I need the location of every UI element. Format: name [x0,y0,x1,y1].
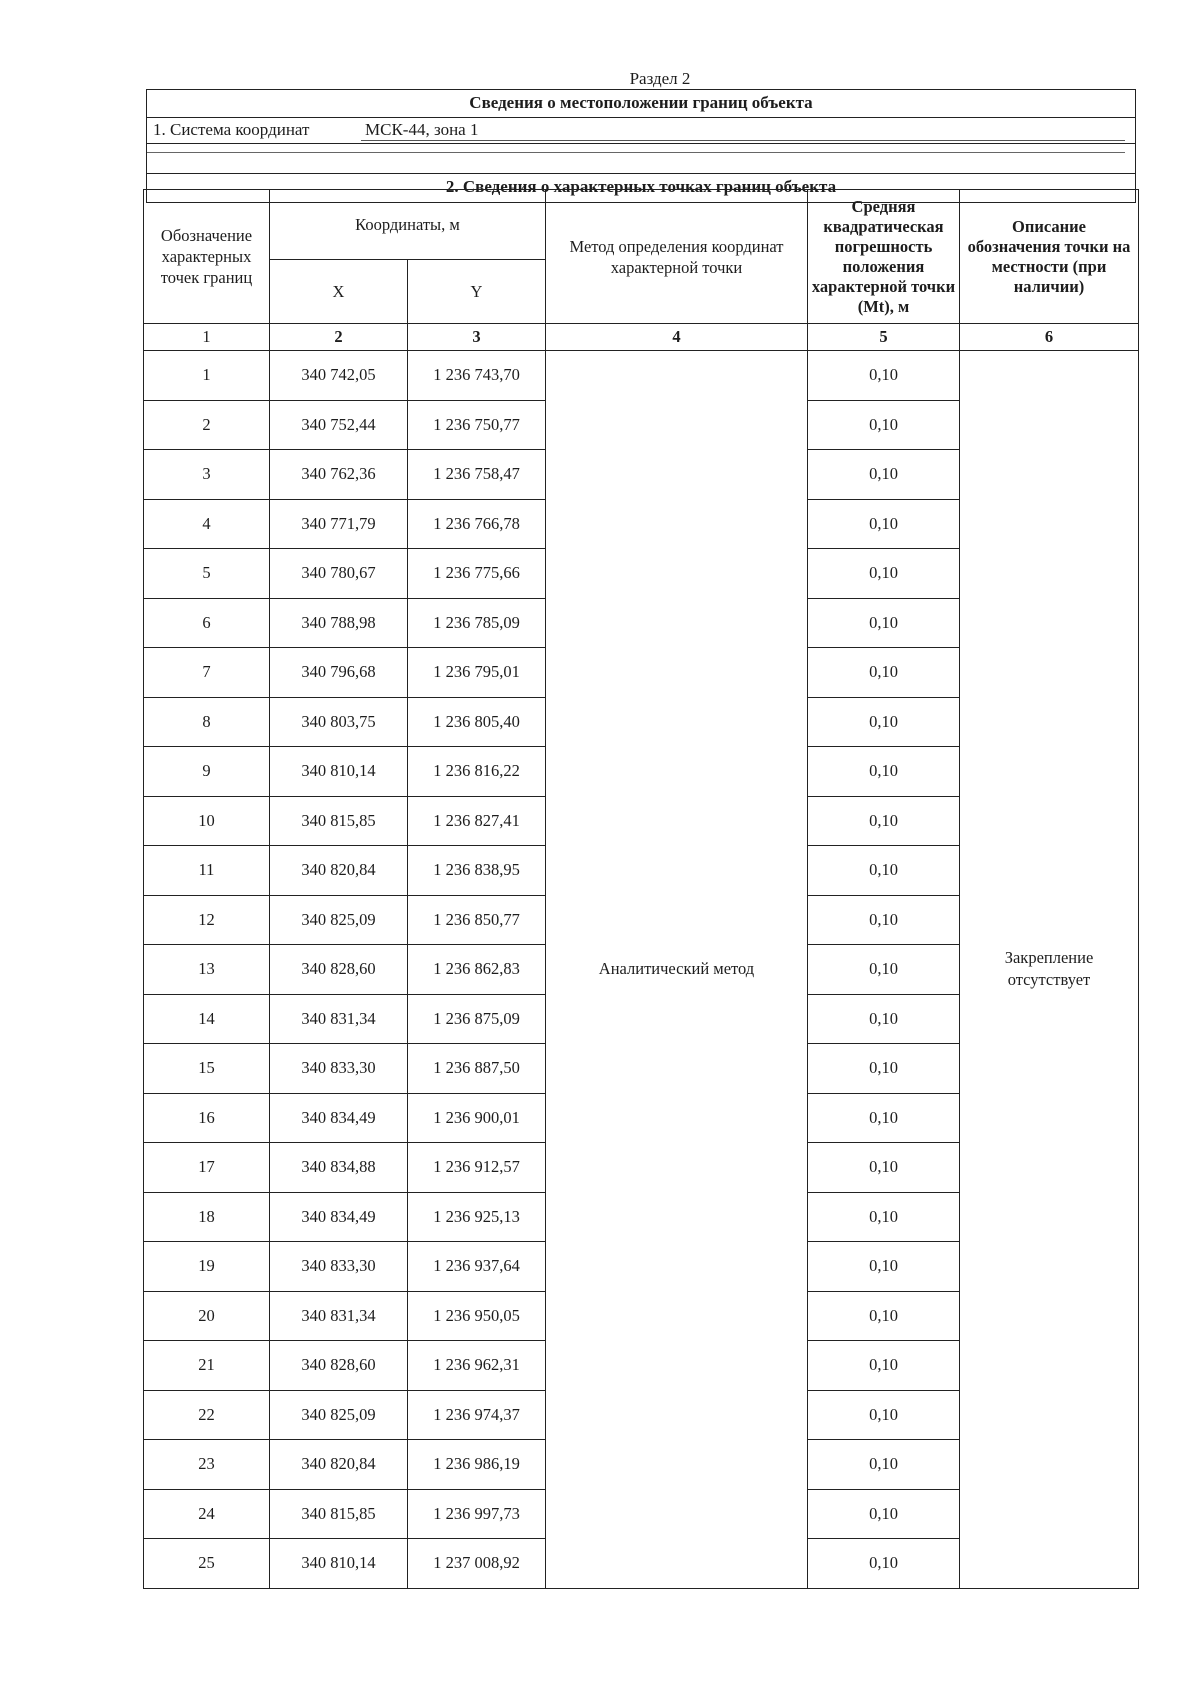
point-x: 340 828,60 [270,1341,408,1391]
point-number: 24 [144,1489,270,1539]
point-error: 0,10 [808,1143,960,1193]
point-y: 1 236 838,95 [408,846,546,896]
point-error: 0,10 [808,1044,960,1094]
point-error: 0,10 [808,1390,960,1440]
column-number-2: 2 [270,324,408,351]
point-y: 1 236 862,83 [408,945,546,995]
point-error: 0,10 [808,1539,960,1589]
point-x: 340 815,85 [270,1489,408,1539]
blank-row [147,144,1135,174]
col-method-header [546,190,808,324]
point-number: 14 [144,994,270,1044]
point-y: 1 236 785,09 [408,598,546,648]
point-x: 340 780,67 [270,549,408,599]
point-x: 340 771,79 [270,499,408,549]
point-y: 1 236 912,57 [408,1143,546,1193]
point-x: 340 788,98 [270,598,408,648]
point-error: 0,10 [808,1093,960,1143]
point-x: 340 752,44 [270,400,408,450]
boundaries-title: Сведения о местоположении границ объекта [147,90,1135,118]
points-table [143,189,1139,1589]
point-error: 0,10 [808,994,960,1044]
point-x: 340 825,09 [270,1390,408,1440]
point-x: 340 825,09 [270,895,408,945]
point-x: 340 828,60 [270,945,408,995]
header-block [146,89,1136,203]
point-y: 1 236 816,22 [408,747,546,797]
col-error-header [808,190,960,324]
point-x: 340 810,14 [270,1539,408,1589]
point-error: 0,10 [808,598,960,648]
column-number-3: 3 [408,324,546,351]
point-error: 0,10 [808,796,960,846]
col-x-header: X [270,260,408,324]
point-x: 340 742,05 [270,351,408,401]
point-number: 3 [144,450,270,500]
coord-underline [361,140,1125,141]
table-row [144,351,1139,401]
point-y: 1 236 986,19 [408,1440,546,1490]
point-x: 340 834,49 [270,1093,408,1143]
point-number: 8 [144,697,270,747]
point-y: 1 236 887,50 [408,1044,546,1094]
point-y: 1 236 805,40 [408,697,546,747]
point-y: 1 236 750,77 [408,400,546,450]
point-error: 0,10 [808,450,960,500]
section-label: Раздел 2 [629,69,691,88]
point-y: 1 236 925,13 [408,1192,546,1242]
point-error: 0,10 [808,846,960,896]
point-number: 15 [144,1044,270,1094]
point-y: 1 236 758,47 [408,450,546,500]
point-number: 21 [144,1341,270,1391]
point-y: 1 236 900,01 [408,1093,546,1143]
point-number: 25 [144,1539,270,1589]
point-error: 0,10 [808,895,960,945]
point-y: 1 236 827,41 [408,796,546,846]
col-designation-label: Обозначение характерных точек границ [160,226,253,287]
col-description-header [960,190,1139,324]
point-x: 340 820,84 [270,1440,408,1490]
point-number: 2 [144,400,270,450]
point-error: 0,10 [808,499,960,549]
column-numbers-row [144,324,1139,351]
point-y: 1 236 974,37 [408,1390,546,1440]
point-number: 20 [144,1291,270,1341]
point-y: 1 237 008,92 [408,1539,546,1589]
col-error-label: Средняя квадратическая погрешность положения характерной точки (Mt), м [811,196,956,316]
point-y: 1 236 937,64 [408,1242,546,1292]
coord-system-value: МСК-44, зона 1 [365,120,479,139]
point-error: 0,10 [808,400,960,450]
coord-system-label: 1. Система координат [153,120,310,139]
point-number: 16 [144,1093,270,1143]
col-coordinates-header [270,190,546,260]
point-error: 0,10 [808,1341,960,1391]
point-error: 0,10 [808,747,960,797]
point-number: 17 [144,1143,270,1193]
point-error: 0,10 [808,1192,960,1242]
point-error: 0,10 [808,1291,960,1341]
point-error: 0,10 [808,1489,960,1539]
col-description-label: Описание обозначения точки на местности (при наличии) [967,216,1131,296]
point-x: 340 831,34 [270,994,408,1044]
point-number: 18 [144,1192,270,1242]
point-number: 7 [144,648,270,698]
method-cell: Аналитический метод [546,351,808,1589]
point-y: 1 236 775,66 [408,549,546,599]
point-number: 13 [144,945,270,995]
column-number-6: 6 [960,324,1139,351]
point-error: 0,10 [808,1242,960,1292]
col-coordinates-label: Координаты, м [355,215,460,234]
point-y: 1 236 997,73 [408,1489,546,1539]
point-number: 23 [144,1440,270,1490]
point-number: 19 [144,1242,270,1292]
point-error: 0,10 [808,648,960,698]
point-x: 340 834,49 [270,1192,408,1242]
points-title: 2. Сведения о характерных точках границ объекта [445,177,837,196]
point-x: 340 833,30 [270,1242,408,1292]
column-number-1: 1 [144,324,270,351]
points-table-body [144,351,1139,1589]
point-number: 4 [144,499,270,549]
point-error: 0,10 [808,351,960,401]
point-x: 340 762,36 [270,450,408,500]
point-number: 9 [144,747,270,797]
point-x: 340 803,75 [270,697,408,747]
point-y: 1 236 766,78 [408,499,546,549]
column-number-5: 5 [808,324,960,351]
point-number: 6 [144,598,270,648]
point-number: 11 [144,846,270,896]
point-x: 340 834,88 [270,1143,408,1193]
col-designation-header [144,190,270,324]
blank-underline [147,152,1125,153]
point-x: 340 796,68 [270,648,408,698]
point-x: 340 810,14 [270,747,408,797]
point-number: 12 [144,895,270,945]
col-method-label: Метод определения координат характерной точки [569,236,784,277]
point-number: 22 [144,1390,270,1440]
coord-system-row [147,118,1135,144]
point-x: 340 833,30 [270,1044,408,1094]
point-x: 340 820,84 [270,846,408,896]
point-number: 5 [144,549,270,599]
point-error: 0,10 [808,945,960,995]
point-error: 0,10 [808,1440,960,1490]
description-cell [960,351,1139,1589]
point-y: 1 236 875,09 [408,994,546,1044]
column-number-4: 4 [546,324,808,351]
point-x: 340 815,85 [270,796,408,846]
point-error: 0,10 [808,697,960,747]
point-number: 10 [144,796,270,846]
point-y: 1 236 795,01 [408,648,546,698]
point-x: 340 831,34 [270,1291,408,1341]
point-error: 0,10 [808,549,960,599]
col-y-header: Y [408,260,546,324]
point-y: 1 236 962,31 [408,1341,546,1391]
point-y: 1 236 950,05 [408,1291,546,1341]
point-y: 1 236 850,77 [408,895,546,945]
description-text: Закрепление отсутствует [1004,948,1094,990]
point-number: 1 [144,351,270,401]
point-y: 1 236 743,70 [408,351,546,401]
